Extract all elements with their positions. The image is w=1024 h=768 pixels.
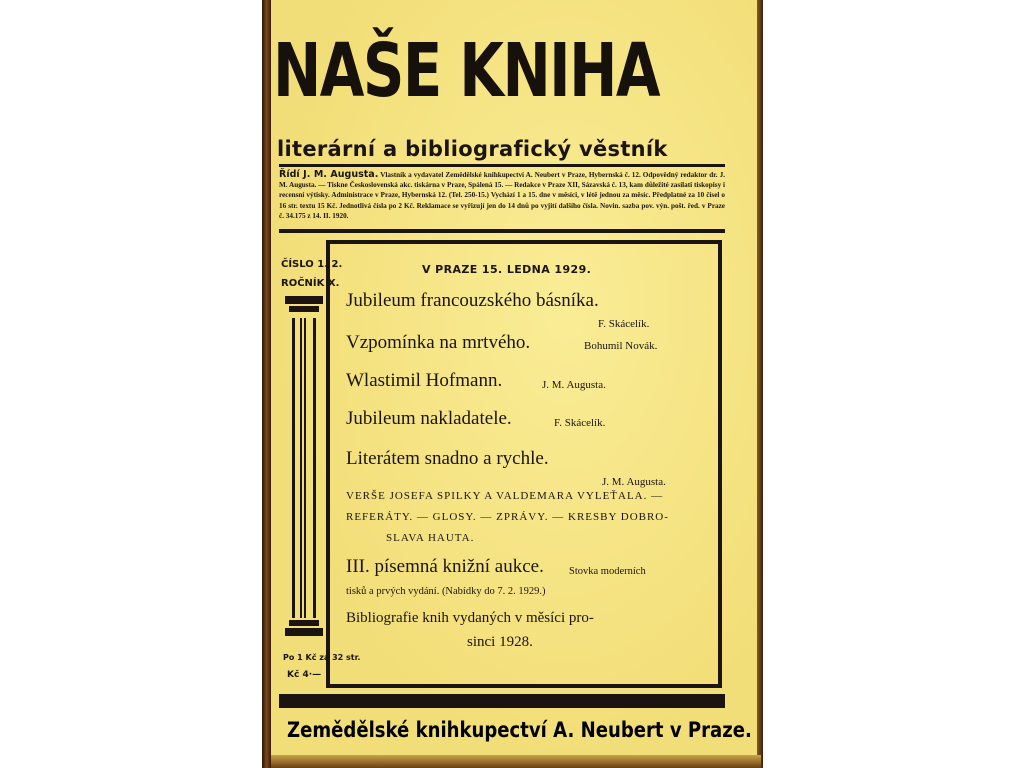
contents-entry-author: F. Skácelík. — [598, 318, 650, 330]
footer-band — [279, 694, 725, 708]
page-right-edge — [757, 0, 763, 768]
imprint-editor: Řídí J. M. Augusta. — [279, 169, 379, 180]
issue-price: Kč 4·— — [287, 670, 322, 680]
issue-price-note: Po 1 Kč za 32 str. — [283, 653, 361, 662]
contents-entry-title: Literátem snadno a rychle. — [346, 448, 549, 469]
dateline: V PRAZE 15. LEDNA 1929. — [422, 263, 592, 276]
contents-misc-line: SLAVA HAUTA. — [386, 532, 475, 544]
bibliography-line: Bibliografie knih vydaných v měsíci pro- — [346, 610, 594, 626]
masthead-title: NAŠE KNIHA — [273, 28, 659, 114]
contents-entry-author: J. M. Augusta. — [542, 379, 606, 391]
contents-entry-author: Bohumil Novák. — [584, 340, 658, 352]
publisher-line: Zemědělské knihkupectví A. Neubert v Praze. — [287, 718, 752, 742]
auction-title: III. písemná knižní aukce. — [346, 556, 544, 577]
bibliography-line: sinci 1928. — [467, 634, 533, 650]
contents-entry-title: Jubileum nakladatele. — [346, 408, 512, 429]
contents-entry-title: Jubileum francouzského básníka. — [346, 290, 599, 311]
column-ornament — [285, 296, 323, 642]
contents-entry-author: J. M. Augusta. — [602, 476, 666, 488]
contents-entry-title: Wlastimil Hofmann. — [346, 370, 503, 391]
auction-description: Stovka moderních — [569, 566, 646, 577]
issue-volume: ROČNÍK X. — [281, 278, 340, 289]
masthead-subtitle: literární a bibliografický věstník — [277, 137, 668, 161]
imprint-block — [279, 170, 725, 221]
page-bottom-edge — [271, 755, 761, 768]
imprint-text: Vlastník a vydavatel Zemědělské knihkupectví A. Neubert v Praze, Hybernská č. 12. Odpovědný redaktor dr. J. M. Augusta. — Tiskne Československá akc. tiskárna v Praze, Spálená 15. — Redakce v Praze XII, Sázavská č. 13, kam důležité zasílati tiskopisy i recensní výtisky. Administrace v Praze, Hybernská 12. (Tel. 250-15.) Vychází 1 a 15. dne v měsíci, v létě jednou za měsíc. Předplatné za 10 čísel o 16 str. textu 15 Kč. Jednotlivá čísla po 2 Kč. Reklamace se vyřizují jen do 14 dnů po vyjití dalšího čísla. Novin. sazba pov. výn. pošt. řed. v Praze č. 34.175 z 14. II. 1920. — [279, 171, 725, 220]
book-spine-edge — [262, 0, 271, 768]
contents-misc-line: REFERÁTY. — GLOSY. — ZPRÁVY. — KRESBY DOBRO- — [346, 511, 669, 523]
auction-description: tisků a prvých vydání. (Nabídky do 7. 2. 1929.) — [346, 586, 546, 597]
issue-number: ČÍSLO 1. 2. — [281, 259, 343, 270]
masthead-rule — [279, 164, 725, 167]
contents-entry-author: F. Skácelík. — [554, 417, 606, 429]
contents-misc-line: VERŠE JOSEFA SPILKY A VALDEMARA VYLEŤALA. — — [346, 490, 664, 502]
imprint-rule — [279, 229, 725, 233]
magazine-cover-page — [271, 0, 761, 768]
contents-entry-title: Vzpomínka na mrtvého. — [346, 332, 531, 353]
